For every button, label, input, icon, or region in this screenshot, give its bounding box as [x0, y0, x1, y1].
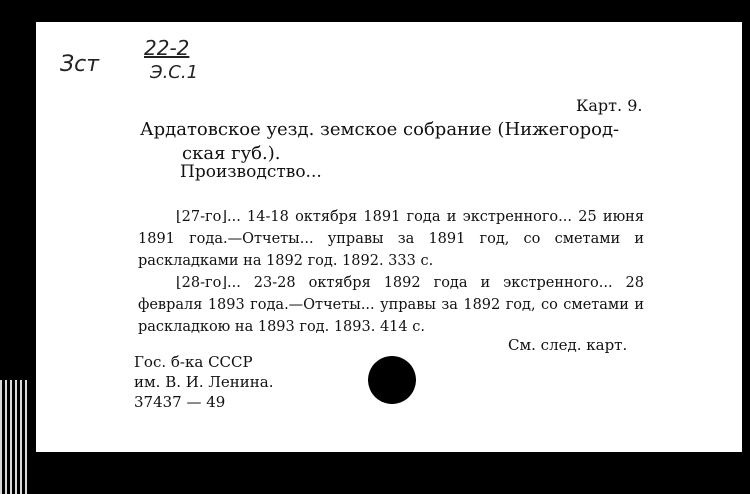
library-line-1: Гос. б-ка СССР [134, 353, 253, 371]
handwritten-call-prefix: Зст [60, 52, 100, 77]
library-line-3: 37437 — 49 [134, 393, 226, 411]
entry-paragraph-2: ⌊28-го⌋... 23-28 октября 1892 года и экстренного... 28 февраля 1893 года.—Отчеты... управы за 1892 год, со сметами и раскладкою на 1893 год. 1893. 414 с. [138, 275, 644, 335]
title-line-2: ская губ.). [182, 143, 281, 164]
punch-hole [368, 356, 416, 404]
title-line-1: Ардатовское уезд. земское собрание (Нижегород- [140, 119, 620, 140]
handwritten-fraction-top: 22-2 [144, 36, 190, 60]
scan-edge-artifact [0, 380, 30, 494]
card-number: Карт. 9. [576, 96, 643, 115]
card-title [140, 118, 660, 166]
library-line-2: им. В. И. Ленина. [134, 373, 274, 391]
catalog-card [36, 22, 742, 452]
library-stamp [134, 352, 273, 412]
production-heading: Производство... [180, 162, 322, 182]
handwritten-fraction-bottom: Э.С.1 [150, 62, 199, 83]
entry-paragraph-1: ⌊27-го⌋... 14-18 октября 1891 года и экстренного... 25 июня 1891 года.—Отчеты... управы за 1891 год, со сметами и раскладками на 1892 год. 1892. 333 с. [138, 209, 644, 269]
card-body [138, 206, 644, 338]
see-next-card: См. след. карт. [508, 336, 628, 354]
